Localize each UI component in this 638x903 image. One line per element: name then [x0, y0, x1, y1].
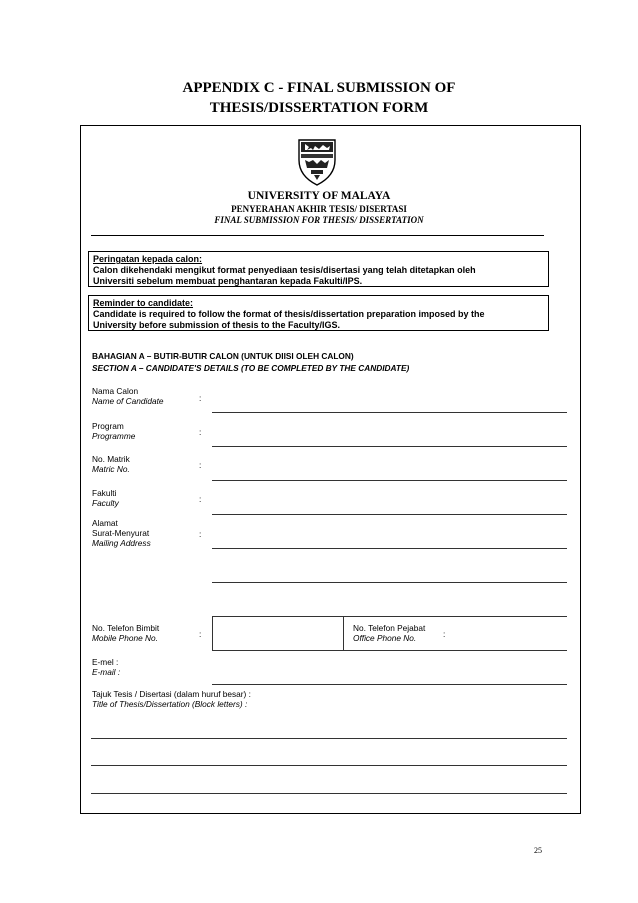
- name-input-line[interactable]: [212, 412, 567, 413]
- matric-colon: :: [199, 460, 202, 470]
- title-divider: [91, 235, 544, 236]
- phone-divider: [343, 616, 344, 650]
- address-label-malay-1: Alamat: [92, 518, 118, 528]
- matric-label: [92, 454, 130, 474]
- notice-english: [88, 295, 549, 331]
- address-input-line-3[interactable]: [212, 616, 567, 617]
- office-label: [353, 623, 425, 643]
- address-colon: :: [199, 529, 202, 539]
- title-label-english: Title of Thesis/Dissertation (Block letters) :: [92, 699, 248, 709]
- notice-english-heading: Reminder to candidate:: [93, 298, 194, 308]
- office-label-english: Office Phone No.: [353, 633, 417, 643]
- title-input-line-2[interactable]: [91, 765, 567, 766]
- notice-malay-line-2: Universiti sebelum membuat penghantaran kepada Fakulti/IPS.: [93, 276, 363, 286]
- email-input-line[interactable]: [212, 684, 567, 685]
- title-label: [92, 689, 251, 709]
- matric-label-malay: No. Matrik: [92, 454, 130, 464]
- name-colon: :: [199, 393, 202, 403]
- notice-malay-heading: Peringatan kepada calon:: [93, 254, 203, 264]
- matric-input-line[interactable]: [212, 480, 567, 481]
- page-number: 25: [534, 846, 542, 855]
- office-input-line[interactable]: [343, 650, 567, 651]
- address-label-english: Mailing Address: [92, 538, 151, 548]
- heading-line-2: THESIS/DISSERTATION FORM: [209, 100, 429, 116]
- form-title-english: FINAL SUBMISSION FOR THESIS/ DISSERTATION: [214, 215, 424, 225]
- notice-malay: [88, 251, 549, 287]
- mobile-label-malay: No. Telefon Bimbit: [92, 623, 160, 633]
- programme-label: [92, 421, 135, 441]
- title-label-malay: Tajuk Tesis / Disertasi (dalam huruf besar) :: [92, 689, 251, 699]
- document-heading: [0, 78, 638, 118]
- notice-english-line-2: University before submission of thesis to the Faculty/IGS.: [93, 320, 341, 330]
- office-label-malay: No. Telefon Pejabat: [353, 623, 426, 633]
- title-input-line-3[interactable]: [91, 793, 567, 794]
- form-title-malay: PENYERAHAN AKHIR TESIS/ DISERTASI: [231, 204, 407, 214]
- programme-colon: :: [199, 427, 202, 437]
- programme-input-line[interactable]: [212, 446, 567, 447]
- programme-label-malay: Program: [92, 421, 124, 431]
- heading-line-1: APPENDIX C - FINAL SUBMISSION OF: [182, 80, 456, 96]
- address-input-line-2[interactable]: [212, 582, 567, 583]
- faculty-label-malay: Fakulti: [92, 488, 117, 498]
- mobile-input-line[interactable]: [212, 650, 343, 651]
- faculty-label-english: Faculty: [92, 498, 119, 508]
- programme-label-english: Programme: [92, 431, 136, 441]
- name-label-malay: Nama Calon: [92, 386, 139, 396]
- mobile-colon: :: [199, 629, 202, 639]
- address-label-malay-2: Surat-Menyurat: [92, 528, 150, 538]
- mobile-label-english: Mobile Phone No.: [92, 633, 158, 643]
- section-heading-english: SECTION A – CANDIDATE'S DETAILS (TO BE COMPLETED BY THE CANDIDATE): [92, 363, 410, 373]
- address-label: [92, 518, 151, 548]
- form-frame: [80, 125, 581, 814]
- matric-label-english: Matric No.: [92, 464, 130, 474]
- faculty-label: [92, 488, 119, 508]
- university-crest-icon: [297, 138, 337, 186]
- section-heading-malay: BAHAGIAN A – BUTIR-BUTIR CALON (UNTUK DIISI OLEH CALON): [92, 351, 354, 361]
- address-input-line-1[interactable]: [212, 548, 567, 549]
- email-label-english: E-mail :: [92, 667, 121, 677]
- email-label: [92, 657, 120, 677]
- office-colon: :: [443, 629, 446, 639]
- name-label-english: Name of Candidate: [92, 396, 164, 406]
- mobile-box-left: [212, 616, 213, 650]
- notice-english-line-1: Candidate is required to follow the format of thesis/dissertation preparation imposed by the: [93, 309, 485, 319]
- mobile-label: [92, 623, 159, 643]
- title-input-line-1[interactable]: [91, 738, 567, 739]
- university-name: UNIVERSITY OF MALAYA: [247, 190, 391, 202]
- notice-malay-line-1: Calon dikehendaki mengikut format penyediaan tesis/disertasi yang telah ditetapkan oleh: [93, 265, 476, 275]
- faculty-input-line[interactable]: [212, 514, 567, 515]
- faculty-colon: :: [199, 494, 202, 504]
- email-label-malay: E-mel :: [92, 657, 119, 667]
- name-label: [92, 386, 164, 406]
